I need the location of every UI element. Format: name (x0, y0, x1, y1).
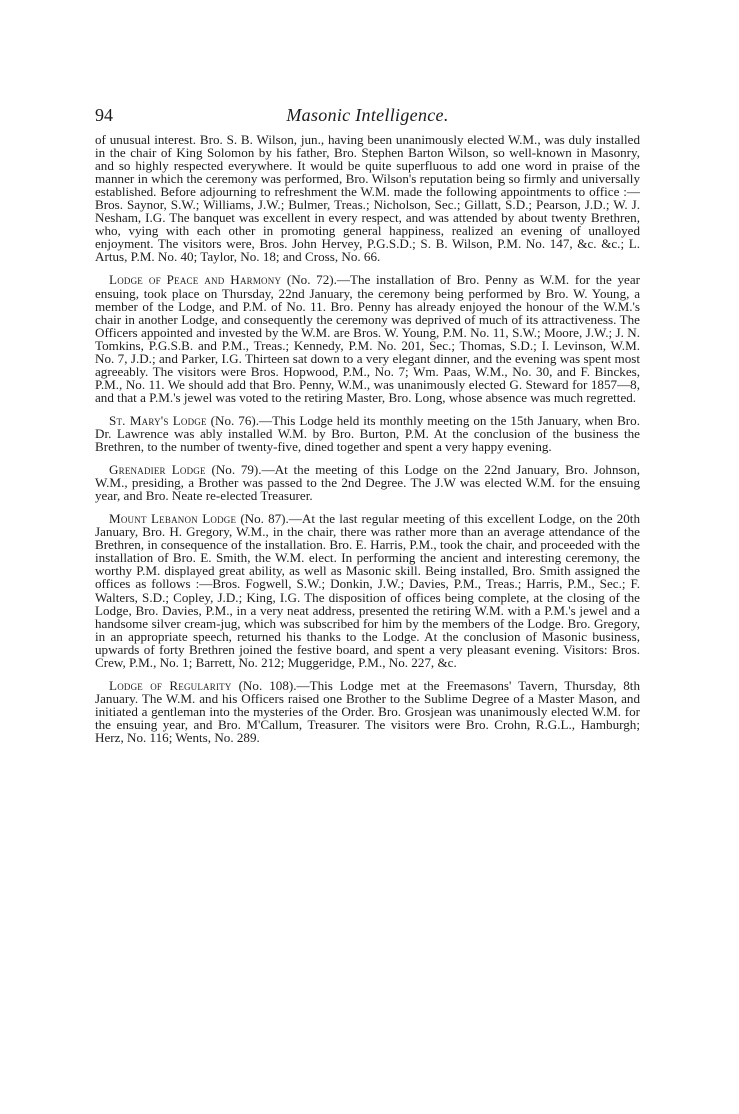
paragraph-text: (No. 108).—This Lodge met at the Freemasons' Tavern, Thursday, 8th January. The W.M. and his Officers raised one Brother to the Sublime Degree of a Master Mason, and initiated a gentleman into the mysteries of the Order. Bro. Grosjean was unanimously elected W.M. for the ensuing year, and Bro. M'Callum, Treasurer. The visitors were Bro. Crohn, R.G.L., Hamburgh; Herz, No. 116; Wents, No. 289. (95, 677, 640, 745)
paragraph-st-marys-lodge (95, 414, 640, 453)
paragraph-text: (No. 87).—At the last regular meeting of this excellent Lodge, on the 20th January, Bro. H. Gregory, W.M., in the chair, there was rather more than an average attendance of the Brethren, in consequence of the installation. Bro. E. Harris, P.M., took the chair, and proceeded with the installation of Bro. E. Smith, the W.M. elect. In performing the ancient and interesting ceremony, the worthy P.M. displayed great ability, as well as Masonic skill. Being installed, Bro. Smith assigned the offices as follows :—Bros. Fogwell, S.W.; Donkin, J.W.; Davies, P.M., Treas.; Harris, P.M., Sec.; F. Walters, S.D.; Copley, J.D.; King, I.G. The disposition of offices being complete, at the closing of the Lodge, Bro. Davies, P.M., in a very neat address, presented the retiring W.M. with a P.M.'s jewel and a handsome silver cream-jug, which was subscribed for him by the members of the Lodge. Bro. Gregory, in an appropriate speech, returned his thanks to the Lodge. At the conclusion of Masonic business, upwards of forty Brethren joined the festive board, and spent a very pleasant evening. Visitors: Bros. Crew, P.M., No. 1; Barrett, No. 212; Muggeridge, P.M., No. 227, &c. (95, 511, 640, 670)
paragraph-text: (No. 79).—At the meeting of this Lodge on the 22nd January, Bro. Johnson, W.M., presiding, a Brother was passed to the 2nd Degree. The J.W was elected W.M. for the ensuing year, and Bro. Neate re-elected Treasurer. (95, 462, 640, 504)
paragraph-continued (95, 133, 640, 263)
lodge-name: Mount Lebanon Lodge (109, 511, 237, 527)
paragraph-grenadier-lodge (95, 463, 640, 502)
paragraph-lodge-peace-harmony (95, 273, 640, 403)
running-title: Masonic Intelligence. (286, 105, 449, 125)
lodge-name: Lodge of Peace and Harmony (109, 272, 282, 288)
paragraph-text: (No. 72).—The installation of Bro. Penny as W.M. for the year ensuing, took place on Thursday, 22nd January, the ceremony being performed by Bro. W. Young, a member of the Lodge, and P.M. of No. 11. Bro. Penny has already enjoyed the honour of the W.M.'s chair in another Lodge, and consequently the ceremony was deprived of much of its attractiveness. The Officers appointed and invested by the W.M. are Bros. W. Young, P.M. No. 11, S.W.; Moore, J.W.; J. N. Tomkins, P.G.S.B. and P.M., Treas.; Kennedy, P.M. No. 201, Sec.; Thomas, S.D.; I. Levinson, W.M. No. 7, J.D.; and Parker, I.G. Thirteen sat down to a very elegant dinner, and the evening was spent most agreeably. The visitors were Bros. Hopwood, P.M., No. 7; Wm. Paas, W.M., No. 30, and F. Binckes, P.M., No. 11. We should add that Bro. Penny, W.M., was unanimously elected G. Steward for 1857—8, and that a P.M.'s jewel was voted to the retiring Master, Bro. Long, whose absence was much regretted. (95, 272, 640, 405)
page-number: 94 (95, 105, 113, 125)
lodge-name: Grenadier Lodge (109, 462, 206, 478)
lodge-name: Lodge of Regularity (109, 677, 232, 693)
article-body (95, 133, 640, 754)
paragraph-text: of unusual interest. Bro. S. B. Wilson, jun., having been unanimously elected W.M., was duly installed in the chair of King Solomon by his father, Bro. Stephen Barton Wilson, so well-known in Masonry, and so highly respected everywhere. It would be quite superfluous to add one word in praise of the manner in which the ceremony was performed, Bro. Wilson's reputation being so firmly and universally established. Before adjourning to refreshment the W.M. made the following appointments to office :—Bros. Saynor, S.W.; Williams, J.W.; Bulmer, Treas.; Nicholson, Sec.; Gillatt, S.D.; Pearson, J.D.; W. J. Nesham, I.G. The banquet was excellent in every respect, and was attended by about twenty Brethren, who, vying with each other in promoting general happiness, realized an evening of unalloyed enjoyment. The visitors were, Bros. John Hervey, P.G.S.D.; S. B. Wilson, P.M. No. 147, &c. &c.; L. Artus, P.M. No. 40; Taylor, No. 18; and Cross, No. 66. (95, 132, 640, 265)
paragraph-mount-lebanon-lodge (95, 512, 640, 669)
paragraph-lodge-of-regularity (95, 679, 640, 744)
lodge-name: St. Mary's Lodge (109, 412, 207, 428)
paragraph-text: (No. 76).—This Lodge held its monthly meeting on the 15th January, when Bro. Dr. Lawrence was ably installed W.M. by Bro. Burton, P.M. At the conclusion of the business the Brethren, to the number of twenty-five, dined together and spent a very happy evening. (95, 412, 640, 455)
page-header (95, 104, 640, 126)
